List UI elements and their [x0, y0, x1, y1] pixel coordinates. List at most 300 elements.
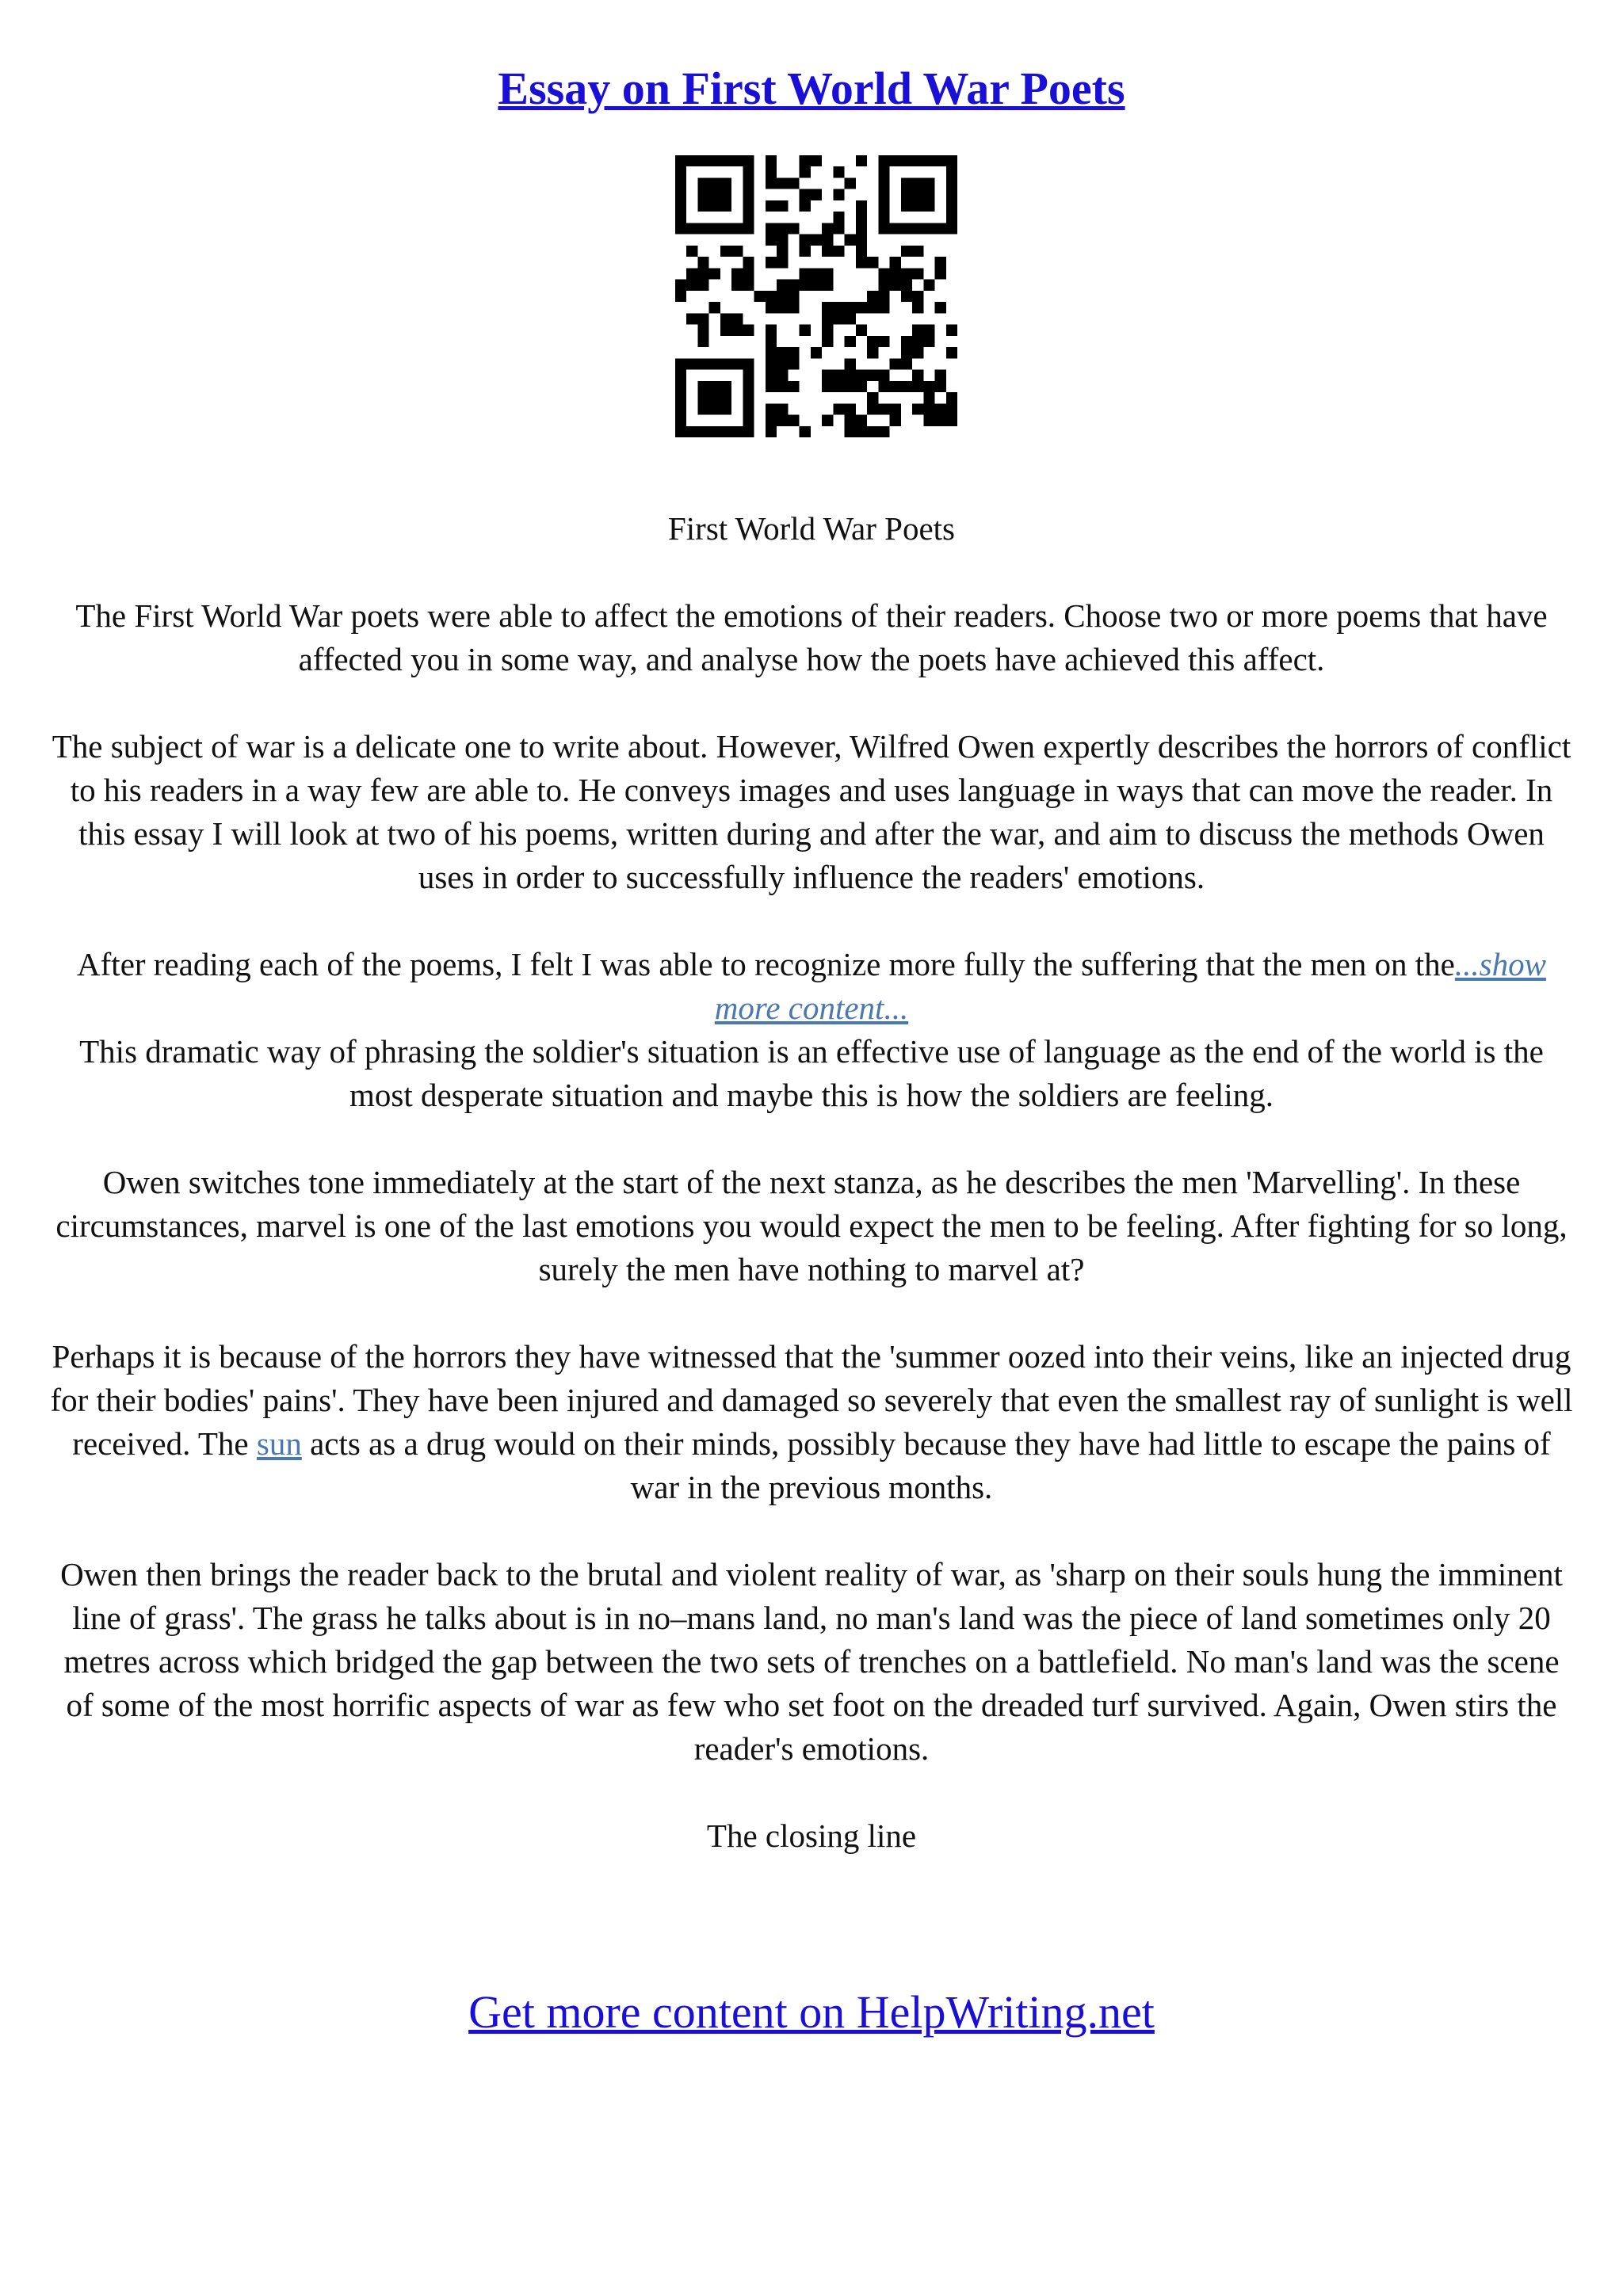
qr-module [788, 347, 799, 358]
qr-module [901, 189, 912, 200]
qr-module [788, 280, 799, 291]
qr-module [743, 223, 754, 234]
qr-module [845, 177, 856, 189]
qr-module [833, 246, 844, 257]
qr-module [946, 166, 957, 177]
qr-module [878, 381, 889, 392]
qr-code-graphic [675, 155, 957, 437]
qr-module [766, 415, 777, 426]
qr-module [743, 177, 754, 189]
qr-module [856, 246, 867, 257]
qr-module [845, 415, 856, 426]
qr-module [901, 155, 912, 166]
qr-module [912, 268, 923, 279]
qr-module [709, 392, 720, 403]
qr-module [766, 166, 777, 177]
qr-module [923, 189, 934, 200]
qr-module [731, 313, 743, 324]
qr-module [901, 200, 912, 212]
qr-module [856, 381, 867, 392]
qr-module [822, 268, 833, 279]
paragraph-2-start [48, 943, 1575, 1030]
qr-module [935, 155, 946, 166]
paragraph-4 [48, 1335, 1575, 1509]
qr-module [867, 426, 878, 437]
qr-module [867, 403, 878, 414]
qr-module [709, 177, 720, 189]
qr-module [923, 381, 934, 392]
qr-module [675, 200, 686, 212]
qr-module [777, 370, 788, 381]
qr-module [901, 177, 912, 189]
qr-module [743, 212, 754, 223]
essay-body [48, 507, 1575, 1901]
show-more-link[interactable]: ...show more content... [714, 946, 1546, 1026]
qr-module [709, 223, 720, 234]
qr-module [923, 200, 934, 212]
sun-link[interactable]: sun [256, 1425, 302, 1462]
qr-module [766, 426, 777, 437]
qr-module [890, 223, 901, 234]
qr-module [697, 177, 708, 189]
qr-module [743, 403, 754, 414]
qr-module [822, 415, 833, 426]
qr-module [731, 280, 743, 291]
qr-module [788, 223, 799, 234]
qr-module [878, 291, 889, 302]
qr-module [777, 403, 788, 414]
paragraph-1: The subject of war is a delicate one to write about. However, Wilfred Owen expertly describes the horrors of conflict to his readers in a way few are able to. He conveys images and uses language in ways that can move the reader. In this essay I will look at two of his poems, written during and after the war, and aim to discuss the methods Owen uses in order to successfully influence the readers' emotions. [52, 728, 1571, 895]
qr-module [800, 200, 811, 212]
qr-module [720, 313, 731, 324]
qr-module [935, 370, 946, 381]
qr-module [845, 313, 856, 324]
qr-module [743, 370, 754, 381]
qr-module [833, 302, 844, 313]
qr-module [935, 268, 946, 279]
qr-module [709, 189, 720, 200]
qr-module [946, 212, 957, 223]
qr-module [720, 189, 731, 200]
title-link[interactable]: Essay on First World War Poets [498, 63, 1125, 114]
qr-module [867, 336, 878, 347]
qr-module [878, 268, 889, 279]
qr-module [731, 325, 743, 336]
qr-module [856, 325, 867, 336]
qr-module [845, 358, 856, 369]
qr-module [766, 235, 777, 246]
qr-module [901, 336, 912, 347]
qr-module [923, 403, 934, 414]
qr-module [777, 347, 788, 358]
qr-module [675, 223, 686, 234]
qr-module [890, 358, 901, 369]
qr-module [867, 257, 878, 268]
qr-module [923, 223, 934, 234]
qr-module [867, 291, 878, 302]
qr-module [935, 223, 946, 234]
qr-module [912, 347, 923, 358]
qr-module [709, 426, 720, 437]
qr-module [946, 347, 957, 358]
qr-module [845, 235, 856, 246]
qr-module [822, 381, 833, 392]
qr-module [697, 403, 708, 414]
qr-module [743, 257, 754, 268]
qr-module [946, 325, 957, 336]
qr-module [901, 280, 912, 291]
qr-module [822, 235, 833, 246]
qr-module [890, 381, 901, 392]
qr-module [743, 381, 754, 392]
qr-module [675, 280, 686, 291]
qr-module [720, 200, 731, 212]
document-title [0, 57, 1623, 120]
qr-module [720, 403, 731, 414]
qr-module [766, 291, 777, 302]
qr-module [878, 212, 889, 223]
qr-module [777, 257, 788, 268]
paragraph-4-before: Perhaps it is because of the horrors they have witnessed that the 'summer oozed into their veins, like an injected drug for their bodies' pains'. They have been injured and damaged so severely that even the smallest ray of sunlight is well received. The [50, 1338, 1573, 1462]
qr-module [912, 336, 923, 347]
qr-module [845, 381, 856, 392]
qr-module [878, 177, 889, 189]
qr-module [686, 280, 697, 291]
qr-module [912, 291, 923, 302]
qr-module [788, 381, 799, 392]
qr-module [800, 166, 811, 177]
essay-heading: First World War Poets [667, 510, 956, 547]
qr-module [811, 268, 822, 279]
qr-module [675, 415, 686, 426]
qr-module [675, 358, 686, 369]
qr-module [822, 246, 833, 257]
qr-module [697, 189, 708, 200]
qr-module [833, 313, 844, 324]
qr-module [697, 257, 708, 268]
qr-module [946, 403, 957, 414]
qr-module [946, 223, 957, 234]
qr-module [912, 155, 923, 166]
qr-module [912, 302, 923, 313]
qr-module [800, 189, 811, 200]
qr-module [766, 336, 777, 347]
qr-module [709, 403, 720, 414]
qr-module [743, 426, 754, 437]
qr-module [811, 155, 822, 166]
qr-module [856, 302, 867, 313]
qr-module [675, 189, 686, 200]
qr-module [923, 415, 934, 426]
qr-module [901, 268, 912, 279]
qr-module [923, 336, 934, 347]
qr-module [788, 291, 799, 302]
qr-module [766, 177, 777, 189]
qr-code-icon [675, 155, 957, 437]
qr-module [822, 313, 833, 324]
qr-module [754, 291, 766, 302]
qr-module [856, 426, 867, 437]
qr-module [867, 392, 878, 403]
qr-module [890, 415, 901, 426]
qr-module [720, 426, 731, 437]
qr-module [935, 415, 946, 426]
qr-module [777, 235, 788, 246]
qr-module [867, 347, 878, 358]
qr-module [743, 392, 754, 403]
qr-module [878, 200, 889, 212]
qr-module [935, 403, 946, 414]
qr-module [878, 166, 889, 177]
qr-module [686, 223, 697, 234]
qr-module [890, 280, 901, 291]
qr-module [912, 370, 923, 381]
qr-module [788, 358, 799, 369]
qr-module [856, 200, 867, 212]
qr-module [675, 392, 686, 403]
qr-module [697, 358, 708, 369]
qr-module [675, 177, 686, 189]
qr-module [709, 200, 720, 212]
qr-module [777, 177, 788, 189]
qr-module [777, 291, 788, 302]
qr-module [766, 200, 777, 212]
qr-module [731, 223, 743, 234]
qr-module [946, 415, 957, 426]
qr-module [697, 392, 708, 403]
qr-module [720, 246, 731, 257]
qr-module [720, 358, 731, 369]
qr-module [890, 268, 901, 279]
qr-module [800, 268, 811, 279]
qr-module [912, 200, 923, 212]
qr-module [923, 325, 934, 336]
qr-module [697, 325, 708, 336]
qr-module [833, 370, 844, 381]
qr-module [731, 358, 743, 369]
qr-module [946, 392, 957, 403]
qr-module [935, 381, 946, 392]
qr-module [856, 223, 867, 234]
qr-module [777, 200, 788, 212]
qr-module [766, 370, 777, 381]
qr-module [856, 235, 867, 246]
qr-module [743, 280, 754, 291]
qr-module [878, 155, 889, 166]
qr-module [766, 325, 777, 336]
qr-module [822, 336, 833, 347]
qr-module [743, 155, 754, 166]
qr-module [890, 155, 901, 166]
qr-module [766, 302, 777, 313]
qr-module [901, 381, 912, 392]
qr-module [946, 189, 957, 200]
qr-module [743, 166, 754, 177]
qr-module [833, 381, 844, 392]
qr-module [878, 403, 889, 414]
qr-module [686, 268, 697, 279]
qr-module [833, 212, 844, 223]
qr-module [845, 336, 856, 347]
qr-module [686, 155, 697, 166]
qr-module [856, 212, 867, 223]
qr-module [675, 166, 686, 177]
qr-module [878, 370, 889, 381]
qr-module [766, 257, 777, 268]
qr-module [743, 415, 754, 426]
qr-module [912, 246, 923, 257]
qr-module [878, 280, 889, 291]
qr-module [935, 302, 946, 313]
qr-module [811, 347, 822, 358]
qr-module [766, 347, 777, 358]
qr-module [923, 280, 934, 291]
qr-module [675, 381, 686, 392]
qr-module [686, 246, 697, 257]
qr-module [878, 189, 889, 200]
qr-module [912, 223, 923, 234]
qr-module [811, 189, 822, 200]
qr-module [777, 358, 788, 369]
qr-module [800, 426, 811, 437]
qr-module [709, 381, 720, 392]
qr-module [675, 426, 686, 437]
qr-module [697, 223, 708, 234]
qr-module [800, 155, 811, 166]
qr-module [878, 223, 889, 234]
qr-module [709, 155, 720, 166]
qr-module [697, 200, 708, 212]
qr-module [777, 223, 788, 234]
qr-module [856, 370, 867, 381]
qr-module [845, 302, 856, 313]
qr-module [878, 336, 889, 347]
qr-module [777, 381, 788, 392]
qr-module [686, 426, 697, 437]
qr-module [766, 381, 777, 392]
qr-module [923, 155, 934, 166]
qr-module [697, 381, 708, 392]
qr-module [845, 426, 856, 437]
qr-module [777, 280, 788, 291]
qr-module [777, 302, 788, 313]
qr-module [777, 415, 788, 426]
qr-module [912, 381, 923, 392]
qr-module [675, 403, 686, 414]
qr-module [743, 325, 754, 336]
qr-module [766, 155, 777, 166]
qr-module [788, 177, 799, 189]
qr-module [833, 166, 844, 177]
qr-module [800, 235, 811, 246]
qr-module [686, 313, 697, 324]
qr-module [766, 223, 777, 234]
qr-module [935, 257, 946, 268]
qr-module [901, 358, 912, 369]
qr-module [811, 235, 822, 246]
qr-module [923, 392, 934, 403]
qr-module [822, 280, 833, 291]
qr-module [833, 223, 844, 234]
get-more-content-link[interactable]: Get more content on HelpWriting.net [468, 1986, 1155, 2038]
qr-module [777, 246, 788, 257]
paragraph-4-after: acts as a drug would on their minds, possibly because they have had little to escape the pains of war in the previous months. [310, 1425, 1551, 1505]
essay-question: The First World War poets were able to affect the emotions of their readers. Choose two or more poems that have affected you in some way, and analyse how the poets have achieved this affect. [75, 597, 1548, 677]
qr-module [800, 325, 811, 336]
footer [0, 1981, 1623, 2044]
qr-module [822, 325, 833, 336]
qr-module [822, 370, 833, 381]
qr-module [856, 415, 867, 426]
qr-module [697, 313, 708, 324]
qr-module [686, 358, 697, 369]
qr-module [845, 370, 856, 381]
qr-module [800, 280, 811, 291]
qr-module [697, 426, 708, 437]
paragraph-5: Owen then brings the reader back to the brutal and violent reality of war, as 'sharp on their souls hung the imminent line of grass'. The grass he talks about is in no–mans land, no man's land was the piece of land sometimes only 20 metres across which bridged the gap between the two sets of trenches on a battlefield. No man's land was the scene of some of the most horrific aspects of war as few who set foot on the dreaded turf survived. Again, Owen stirs the reader's emotions. [60, 1556, 1563, 1767]
qr-module [731, 246, 743, 257]
qr-module [697, 280, 708, 291]
qr-module [720, 392, 731, 403]
qr-module [946, 200, 957, 212]
qr-module [856, 155, 867, 166]
qr-module [890, 257, 901, 268]
qr-module [800, 246, 811, 257]
qr-module [901, 223, 912, 234]
qr-module [867, 302, 878, 313]
qr-module [788, 302, 799, 313]
paragraph-3: Owen switches tone immediately at the start of the next stanza, as he describes the men 'Marvelling'. In these circumstances, marvel is one of the last emotions you would expect the men to be feeling. After fighting for so long, surely the men have nothing to marvel at? [55, 1164, 1568, 1287]
qr-module [675, 155, 686, 166]
qr-module [766, 403, 777, 414]
qr-module [743, 358, 754, 369]
qr-module [697, 155, 708, 166]
qr-module [946, 155, 957, 166]
qr-module [675, 291, 686, 302]
qr-module [720, 325, 731, 336]
qr-module [720, 381, 731, 392]
qr-module [720, 177, 731, 189]
qr-module [731, 268, 743, 279]
qr-module [766, 358, 777, 369]
qr-module [743, 200, 754, 212]
qr-module [822, 302, 833, 313]
qr-module [720, 223, 731, 234]
qr-module [890, 403, 901, 414]
qr-module [709, 358, 720, 369]
qr-module [912, 403, 923, 414]
qr-module [709, 268, 720, 279]
qr-module [697, 336, 708, 347]
qr-module [901, 347, 912, 358]
qr-module [912, 189, 923, 200]
qr-module [912, 177, 923, 189]
qr-module [675, 370, 686, 381]
qr-module [811, 280, 822, 291]
qr-module [822, 223, 833, 234]
qr-module [731, 155, 743, 166]
qr-module [833, 403, 844, 414]
qr-module [946, 177, 957, 189]
qr-module [878, 302, 889, 313]
qr-module [743, 189, 754, 200]
qr-module [878, 426, 889, 437]
paragraph-2-text: After reading each of the poems, I felt I was able to recognize more fully the suffering that the men on the [77, 946, 1455, 982]
qr-module [720, 155, 731, 166]
qr-module [845, 403, 856, 414]
qr-module [833, 189, 844, 200]
qr-module [675, 212, 686, 223]
